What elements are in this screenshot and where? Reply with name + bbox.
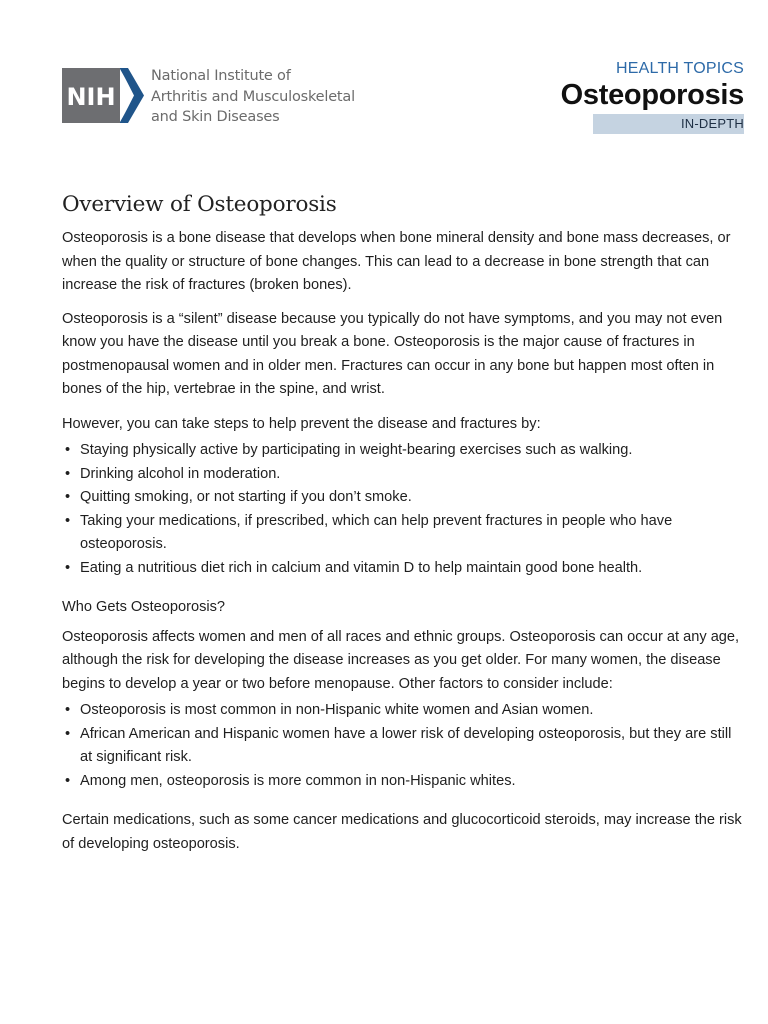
bullet-icon: • [65, 512, 71, 529]
article-heading: Overview of Osteoporosis [62, 192, 337, 217]
paragraph: Certain medications, such as some cancer medications and glucocorticoid steroids, may increase the risk of developing osteoporosis. [62, 812, 742, 852]
bullet-icon: • [65, 489, 71, 505]
list-item-text: Osteoporosis is most common in non-Hispanic white women and Asian women. [80, 702, 594, 718]
list-item-text: Taking your medications, if prescribed, which can help prevent fractures in people who have osteoporosis. [80, 512, 673, 552]
list-item [65, 699, 746, 723]
list-item [65, 723, 746, 770]
list-item [65, 510, 746, 557]
nih-logo-icon [62, 68, 144, 123]
list-item-text: Staying physically active by participating in weight-bearing exercises such as walking. [80, 442, 633, 458]
list-item-text: Drinking alcohol in moderation. [80, 465, 281, 482]
article-body [62, 192, 746, 866]
nih-logo-text: NIH [66, 83, 116, 111]
risk-factors-list [62, 699, 746, 793]
list-item [65, 486, 746, 510]
topic-kicker: HEALTH TOPICS [616, 60, 744, 77]
list-item [65, 557, 746, 581]
list-item-text: African American and Hispanic women have a lower risk of developing osteoporosis, but they are still at significant risk. [80, 725, 732, 765]
paragraph: Osteoporosis is a “silent” disease because you typically do not have symptoms, and you may not even know you have the disease until you break a bone. Osteoporosis is the major cause of fractures in postmenopausal women and in older men. Fractures can occur in any bone but happen most often in bones of the hip, vertebrae in the spine, and wrist. [62, 310, 723, 397]
list-item-text: Eating a nutritious diet rich in calcium and vitamin D to help maintain good bone health. [80, 559, 643, 576]
section-subheading: Who Gets Osteoporosis? [62, 599, 226, 615]
bullet-icon: • [65, 559, 71, 576]
topic-block [560, 60, 744, 131]
bullet-icon: • [65, 725, 71, 742]
paragraph: However, you can take steps to help prevent the disease and fractures by: [62, 415, 541, 432]
bullet-icon: • [65, 772, 71, 789]
topic-band [593, 114, 744, 134]
org-name [151, 66, 355, 128]
list-item [65, 770, 746, 794]
bullet-icon: • [65, 702, 71, 718]
list-item [65, 439, 746, 463]
org-name-line: and Skin Diseases [151, 109, 280, 125]
paragraph: Osteoporosis affects women and men of all races and ethnic groups. Osteoporosis can occur at any age, although the risk for developing the disease increases as you get older. For many women, the disease begins to develop a year or two before menopause. Other factors to consider include: [62, 628, 740, 692]
bullet-icon: • [65, 442, 71, 458]
org-name-line: Arthritis and Musculoskeletal [151, 88, 355, 105]
page-header [0, 0, 768, 150]
bullet-icon: • [65, 465, 71, 482]
prevention-list [62, 439, 746, 580]
topic-title: Osteoporosis [560, 79, 744, 111]
nih-logo [62, 68, 355, 128]
list-item-text: Among men, osteoporosis is more common in non-Hispanic whites. [80, 772, 516, 789]
list-item [65, 463, 746, 487]
topic-band-label: IN-DEPTH [681, 116, 744, 131]
org-name-line: National Institute of [151, 68, 291, 84]
paragraph: Osteoporosis is a bone disease that develops when bone mineral density and bone mass decreases, or when the quality or structure of bone changes. This can lead to a decrease in bone strength that can increase the risk of fractures (broken bones). [62, 230, 731, 293]
list-item-text: Quitting smoking, or not starting if you don’t smoke. [80, 489, 412, 505]
